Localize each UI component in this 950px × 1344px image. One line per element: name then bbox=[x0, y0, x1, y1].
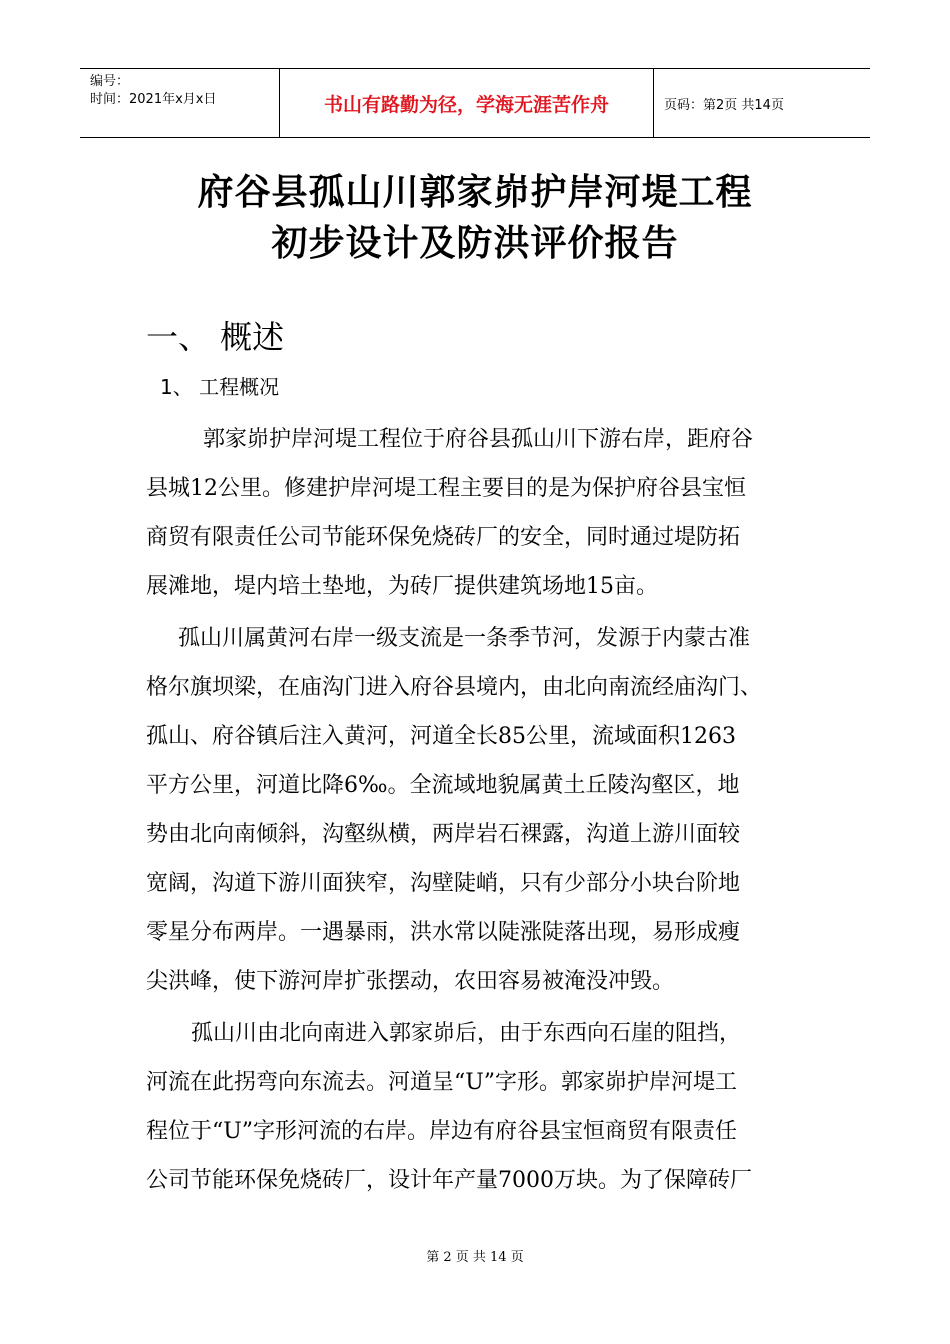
body-line: 县城12公里。修建护岸河堤工程主要目的是为保护府谷县宝恒 bbox=[146, 476, 746, 501]
body-line: 尖洪峰，使下游河岸扩张摆动，农田容易被淹没冲毁。 bbox=[146, 969, 675, 994]
body-line: 零星分布两岸。一遇暴雨，洪水常以陡涨陡落出现，易形成瘦 bbox=[146, 920, 741, 945]
body-line: 孤山、府谷镇后注入黄河，河道全长85公里，流域面积1263 bbox=[146, 724, 736, 749]
body-line: 郭家峁护岸河堤工程位于府谷县孤山川下游右岸，距府谷 bbox=[203, 427, 754, 452]
subsection-heading: 1、 工程概况 bbox=[160, 375, 280, 399]
body-line: 宽阔，沟道下游川面狭窄，沟壁陡峭，只有少部分小块台阶地 bbox=[146, 871, 741, 896]
time-label: 时间：2021年x月x日 bbox=[90, 92, 217, 107]
header-page-info: 页码：第2页 共14页 bbox=[664, 97, 784, 113]
body-line: 商贸有限责任公司节能环保免烧砖厂的安全，同时通过堤防拓 bbox=[146, 525, 741, 550]
body-line: 河流在此拐弯向东流去。河道呈“U”字形。郭家峁护岸河堤工 bbox=[146, 1070, 738, 1095]
number-label: 编号： bbox=[90, 74, 130, 89]
body-line: 展滩地，堤内培土垫地，为砖厂提供建筑场地15亩。 bbox=[146, 574, 658, 599]
body-line: 平方公里，河道比降6‰。全流域地貌属黄土丘陵沟壑区，地 bbox=[146, 773, 740, 798]
body-line: 孤山川由北向南进入郭家峁后，由于东西向石崖的阻挡， bbox=[191, 1021, 742, 1046]
body-line: 程位于“U”字形河流的右岸。岸边有府谷县宝恒商贸有限责任 bbox=[146, 1119, 738, 1144]
body-line: 公司节能环保免烧砖厂，设计年产量7000万块。为了保障砖厂 bbox=[146, 1168, 752, 1193]
page-header bbox=[80, 68, 870, 138]
body-line: 势由北向南倾斜，沟壑纵横，两岸岩石裸露，沟道上游川面较 bbox=[146, 822, 741, 847]
header-meta bbox=[80, 69, 280, 137]
page-footer: 第 2 页 共 14 页 bbox=[426, 1250, 524, 1265]
document-title-line1: 府谷县孤山川郭家峁护岸河堤工程 bbox=[197, 171, 753, 213]
document-title-line2: 初步设计及防洪评价报告 bbox=[271, 222, 679, 264]
body-line: 格尔旗坝梁，在庙沟门进入府谷县境内，由北向南流经庙沟门、 bbox=[146, 675, 763, 700]
header-motto: 书山有路勤为径，学海无涯苦作舟 bbox=[280, 69, 654, 137]
body-line: 孤山川属黄河右岸一级支流是一条季节河，发源于内蒙古准 bbox=[178, 626, 751, 651]
section-heading: 一、 概述 bbox=[146, 318, 285, 356]
